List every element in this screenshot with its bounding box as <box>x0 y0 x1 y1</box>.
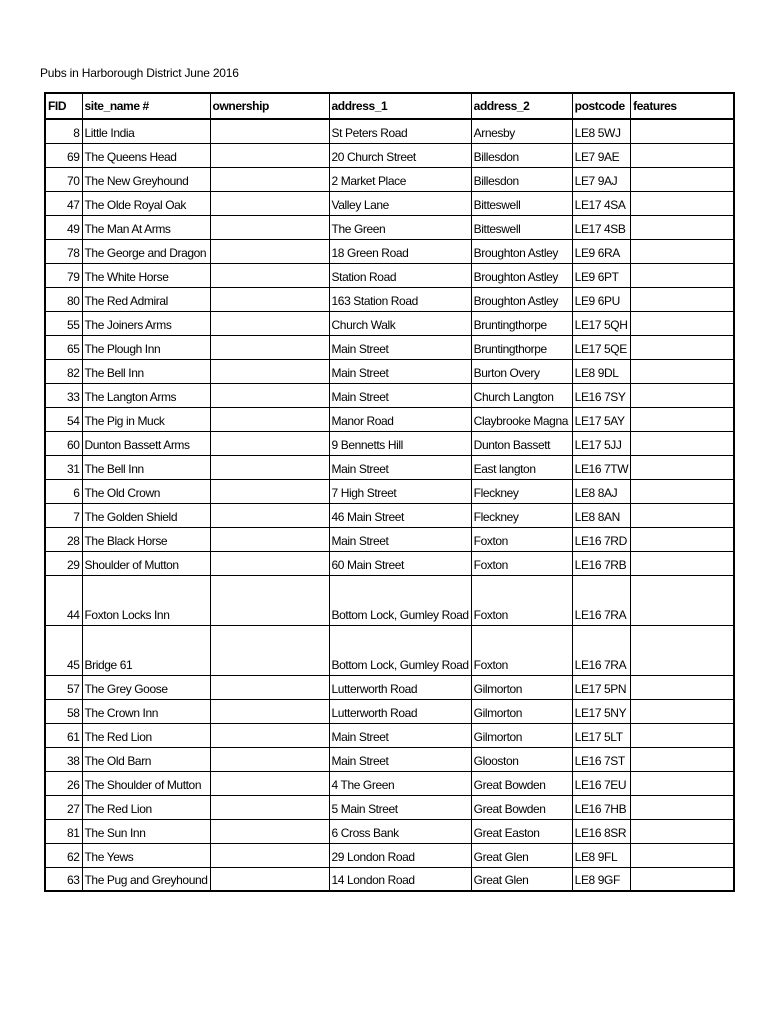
ownership-cell <box>210 455 329 479</box>
fid-cell: 80 <box>45 287 82 311</box>
site-name-cell: The Pig in Muck <box>82 407 210 431</box>
ownership-cell <box>210 867 329 891</box>
ownership-cell <box>210 551 329 575</box>
table-row <box>45 503 734 527</box>
ownership-cell <box>210 723 329 747</box>
address-2-cell: Foxton <box>471 551 572 575</box>
features-cell <box>631 867 734 891</box>
address-1-cell: 163 Station Road <box>329 287 471 311</box>
ownership-cell <box>210 215 329 239</box>
site-name-cell: The Plough Inn <box>82 335 210 359</box>
features-cell <box>631 167 734 191</box>
postcode-cell: LE17 5LT <box>572 723 631 747</box>
fid-cell: 57 <box>45 675 82 699</box>
ownership-cell <box>210 191 329 215</box>
ownership-cell <box>210 625 329 675</box>
address-1-cell: The Green <box>329 215 471 239</box>
postcode-cell: LE16 7RA <box>572 625 631 675</box>
ownership-cell <box>210 287 329 311</box>
table-row <box>45 215 734 239</box>
features-cell <box>631 575 734 625</box>
column-header-fid: FID <box>45 93 82 119</box>
site-name-cell: Dunton Bassett Arms <box>82 431 210 455</box>
postcode-cell: LE17 4SA <box>572 191 631 215</box>
ownership-cell <box>210 407 329 431</box>
address-1-cell: 4 The Green <box>329 771 471 795</box>
table-row <box>45 747 734 771</box>
address-1-cell: 5 Main Street <box>329 795 471 819</box>
features-cell <box>631 699 734 723</box>
address-1-cell: Bottom Lock, Gumley Road <box>329 575 471 625</box>
postcode-cell: LE8 8AJ <box>572 479 631 503</box>
address-1-cell: Manor Road <box>329 407 471 431</box>
fid-cell: 58 <box>45 699 82 723</box>
table-row <box>45 575 734 625</box>
table-row <box>45 119 734 143</box>
ownership-cell <box>210 843 329 867</box>
site-name-cell: Little India <box>82 119 210 143</box>
column-header-postcode: postcode <box>572 93 631 119</box>
address-1-cell: 46 Main Street <box>329 503 471 527</box>
table-row <box>45 843 734 867</box>
postcode-cell: LE17 5AY <box>572 407 631 431</box>
address-2-cell: Billesdon <box>471 143 572 167</box>
site-name-cell: The Sun Inn <box>82 819 210 843</box>
column-header-address-1: address_1 <box>329 93 471 119</box>
ownership-cell <box>210 335 329 359</box>
ownership-cell <box>210 311 329 335</box>
postcode-cell: LE8 9GF <box>572 867 631 891</box>
site-name-cell: Shoulder of Mutton <box>82 551 210 575</box>
postcode-cell: LE8 9DL <box>572 359 631 383</box>
address-1-cell: 14 London Road <box>329 867 471 891</box>
site-name-cell: The Red Lion <box>82 795 210 819</box>
table-row <box>45 723 734 747</box>
address-1-cell: Main Street <box>329 527 471 551</box>
column-header-ownership: ownership <box>210 93 329 119</box>
table-row <box>45 551 734 575</box>
table-row <box>45 771 734 795</box>
fid-cell: 54 <box>45 407 82 431</box>
features-cell <box>631 675 734 699</box>
postcode-cell: LE7 9AE <box>572 143 631 167</box>
address-2-cell: Bitteswell <box>471 215 572 239</box>
address-2-cell: Great Easton <box>471 819 572 843</box>
fid-cell: 82 <box>45 359 82 383</box>
postcode-cell: LE16 7RD <box>572 527 631 551</box>
features-cell <box>631 795 734 819</box>
fid-cell: 44 <box>45 575 82 625</box>
address-2-cell: Broughton Astley <box>471 263 572 287</box>
features-cell <box>631 287 734 311</box>
fid-cell: 33 <box>45 383 82 407</box>
page-title: Pubs in Harborough District June 2016 <box>40 66 239 80</box>
site-name-cell: The Red Lion <box>82 723 210 747</box>
table-row <box>45 167 734 191</box>
features-cell <box>631 431 734 455</box>
header-row <box>45 93 734 119</box>
postcode-cell: LE16 7TW <box>572 455 631 479</box>
site-name-cell: The Yews <box>82 843 210 867</box>
ownership-cell <box>210 675 329 699</box>
postcode-cell: LE9 6RA <box>572 239 631 263</box>
postcode-cell: LE17 5JJ <box>572 431 631 455</box>
features-cell <box>631 503 734 527</box>
table-row <box>45 143 734 167</box>
address-1-cell: 6 Cross Bank <box>329 819 471 843</box>
fid-cell: 28 <box>45 527 82 551</box>
features-cell <box>631 143 734 167</box>
features-cell <box>631 119 734 143</box>
table-row <box>45 287 734 311</box>
address-2-cell: Claybrooke Magna <box>471 407 572 431</box>
postcode-cell: LE16 7ST <box>572 747 631 771</box>
table-row <box>45 479 734 503</box>
address-1-cell: Main Street <box>329 383 471 407</box>
table-row <box>45 819 734 843</box>
site-name-cell: The White Horse <box>82 263 210 287</box>
table-row <box>45 431 734 455</box>
address-2-cell: Bruntingthorpe <box>471 335 572 359</box>
address-1-cell: Valley Lane <box>329 191 471 215</box>
address-2-cell: Great Glen <box>471 867 572 891</box>
postcode-cell: LE17 5QH <box>572 311 631 335</box>
address-2-cell: Foxton <box>471 527 572 551</box>
fid-cell: 6 <box>45 479 82 503</box>
features-cell <box>631 819 734 843</box>
postcode-cell: LE9 6PT <box>572 263 631 287</box>
address-2-cell: Broughton Astley <box>471 287 572 311</box>
address-2-cell: Church Langton <box>471 383 572 407</box>
site-name-cell: The Bell Inn <box>82 359 210 383</box>
table-row <box>45 359 734 383</box>
ownership-cell <box>210 383 329 407</box>
address-2-cell: Bruntingthorpe <box>471 311 572 335</box>
features-cell <box>631 335 734 359</box>
fid-cell: 31 <box>45 455 82 479</box>
ownership-cell <box>210 747 329 771</box>
address-2-cell: Great Bowden <box>471 795 572 819</box>
address-2-cell: Great Bowden <box>471 771 572 795</box>
address-2-cell: East langton <box>471 455 572 479</box>
postcode-cell: LE16 7SY <box>572 383 631 407</box>
site-name-cell: The Old Barn <box>82 747 210 771</box>
table-row <box>45 335 734 359</box>
features-cell <box>631 359 734 383</box>
features-cell <box>631 407 734 431</box>
fid-cell: 79 <box>45 263 82 287</box>
address-1-cell: St Peters Road <box>329 119 471 143</box>
pubs-table <box>44 92 735 892</box>
features-cell <box>631 771 734 795</box>
ownership-cell <box>210 575 329 625</box>
fid-cell: 61 <box>45 723 82 747</box>
site-name-cell: The Shoulder of Mutton <box>82 771 210 795</box>
table-row <box>45 407 734 431</box>
ownership-cell <box>210 167 329 191</box>
site-name-cell: The Red Admiral <box>82 287 210 311</box>
features-cell <box>631 191 734 215</box>
fid-cell: 65 <box>45 335 82 359</box>
fid-cell: 69 <box>45 143 82 167</box>
ownership-cell <box>210 771 329 795</box>
fid-cell: 26 <box>45 771 82 795</box>
site-name-cell: The New Greyhound <box>82 167 210 191</box>
postcode-cell: LE16 7HB <box>572 795 631 819</box>
postcode-cell: LE16 7RA <box>572 575 631 625</box>
address-1-cell: Main Street <box>329 455 471 479</box>
column-header-features: features <box>631 93 734 119</box>
address-2-cell: Fleckney <box>471 503 572 527</box>
site-name-cell: The Golden Shield <box>82 503 210 527</box>
address-2-cell: Foxton <box>471 625 572 675</box>
address-2-cell: Bitteswell <box>471 191 572 215</box>
fid-cell: 81 <box>45 819 82 843</box>
table-row <box>45 527 734 551</box>
table-row <box>45 625 734 675</box>
site-name-cell: Bridge 61 <box>82 625 210 675</box>
table-row <box>45 383 734 407</box>
table-row <box>45 191 734 215</box>
address-1-cell: 2 Market Place <box>329 167 471 191</box>
site-name-cell: The Black Horse <box>82 527 210 551</box>
fid-cell: 63 <box>45 867 82 891</box>
address-1-cell: Lutterworth Road <box>329 699 471 723</box>
fid-cell: 29 <box>45 551 82 575</box>
address-2-cell: Gilmorton <box>471 699 572 723</box>
fid-cell: 7 <box>45 503 82 527</box>
address-1-cell: 7 High Street <box>329 479 471 503</box>
address-1-cell: Station Road <box>329 263 471 287</box>
site-name-cell: The Bell Inn <box>82 455 210 479</box>
fid-cell: 78 <box>45 239 82 263</box>
table-row <box>45 795 734 819</box>
features-cell <box>631 723 734 747</box>
table-row <box>45 675 734 699</box>
features-cell <box>631 479 734 503</box>
site-name-cell: The Crown Inn <box>82 699 210 723</box>
address-1-cell: Bottom Lock, Gumley Road <box>329 625 471 675</box>
ownership-cell <box>210 819 329 843</box>
table-row <box>45 239 734 263</box>
site-name-cell: The Pug and Greyhound <box>82 867 210 891</box>
column-header-address-2: address_2 <box>471 93 572 119</box>
address-2-cell: Fleckney <box>471 479 572 503</box>
postcode-cell: LE7 9AJ <box>572 167 631 191</box>
postcode-cell: LE16 7RB <box>572 551 631 575</box>
address-2-cell: Glooston <box>471 747 572 771</box>
address-1-cell: 20 Church Street <box>329 143 471 167</box>
fid-cell: 47 <box>45 191 82 215</box>
address-2-cell: Burton Overy <box>471 359 572 383</box>
address-2-cell: Gilmorton <box>471 675 572 699</box>
address-1-cell: 29 London Road <box>329 843 471 867</box>
ownership-cell <box>210 795 329 819</box>
address-1-cell: 18 Green Road <box>329 239 471 263</box>
fid-cell: 38 <box>45 747 82 771</box>
fid-cell: 8 <box>45 119 82 143</box>
postcode-cell: LE17 5NY <box>572 699 631 723</box>
address-2-cell: Dunton Bassett <box>471 431 572 455</box>
site-name-cell: The Olde Royal Oak <box>82 191 210 215</box>
address-2-cell: Billesdon <box>471 167 572 191</box>
site-name-cell: The Joiners Arms <box>82 311 210 335</box>
ownership-cell <box>210 239 329 263</box>
features-cell <box>631 551 734 575</box>
address-1-cell: Main Street <box>329 747 471 771</box>
postcode-cell: LE9 6PU <box>572 287 631 311</box>
address-2-cell: Arnesby <box>471 119 572 143</box>
fid-cell: 62 <box>45 843 82 867</box>
address-1-cell: Main Street <box>329 335 471 359</box>
address-2-cell: Broughton Astley <box>471 239 572 263</box>
ownership-cell <box>210 143 329 167</box>
column-header-site-name: site_name # <box>82 93 210 119</box>
table-row <box>45 699 734 723</box>
fid-cell: 70 <box>45 167 82 191</box>
features-cell <box>631 455 734 479</box>
fid-cell: 55 <box>45 311 82 335</box>
postcode-cell: LE17 5PN <box>572 675 631 699</box>
table-row <box>45 311 734 335</box>
site-name-cell: The Queens Head <box>82 143 210 167</box>
postcode-cell: LE8 9FL <box>572 843 631 867</box>
address-2-cell: Gilmorton <box>471 723 572 747</box>
fid-cell: 60 <box>45 431 82 455</box>
ownership-cell <box>210 699 329 723</box>
postcode-cell: LE17 5QE <box>572 335 631 359</box>
postcode-cell: LE8 8AN <box>572 503 631 527</box>
ownership-cell <box>210 479 329 503</box>
site-name-cell: The Man At Arms <box>82 215 210 239</box>
features-cell <box>631 625 734 675</box>
site-name-cell: The Langton Arms <box>82 383 210 407</box>
ownership-cell <box>210 527 329 551</box>
fid-cell: 45 <box>45 625 82 675</box>
ownership-cell <box>210 359 329 383</box>
ownership-cell <box>210 431 329 455</box>
address-1-cell: 9 Bennetts Hill <box>329 431 471 455</box>
features-cell <box>631 239 734 263</box>
address-1-cell: Main Street <box>329 723 471 747</box>
postcode-cell: LE16 8SR <box>572 819 631 843</box>
site-name-cell: Foxton Locks Inn <box>82 575 210 625</box>
address-1-cell: Church Walk <box>329 311 471 335</box>
features-cell <box>631 747 734 771</box>
address-2-cell: Foxton <box>471 575 572 625</box>
address-1-cell: Main Street <box>329 359 471 383</box>
table-row <box>45 455 734 479</box>
features-cell <box>631 311 734 335</box>
ownership-cell <box>210 263 329 287</box>
fid-cell: 27 <box>45 795 82 819</box>
fid-cell: 49 <box>45 215 82 239</box>
features-cell <box>631 527 734 551</box>
postcode-cell: LE8 5WJ <box>572 119 631 143</box>
features-cell <box>631 263 734 287</box>
postcode-cell: LE17 4SB <box>572 215 631 239</box>
ownership-cell <box>210 119 329 143</box>
ownership-cell <box>210 503 329 527</box>
address-1-cell: 60 Main Street <box>329 551 471 575</box>
site-name-cell: The Old Crown <box>82 479 210 503</box>
postcode-cell: LE16 7EU <box>572 771 631 795</box>
table-row <box>45 867 734 891</box>
site-name-cell: The George and Dragon <box>82 239 210 263</box>
address-1-cell: Lutterworth Road <box>329 675 471 699</box>
table-row <box>45 263 734 287</box>
address-2-cell: Great Glen <box>471 843 572 867</box>
features-cell <box>631 215 734 239</box>
site-name-cell: The Grey Goose <box>82 675 210 699</box>
features-cell <box>631 843 734 867</box>
features-cell <box>631 383 734 407</box>
